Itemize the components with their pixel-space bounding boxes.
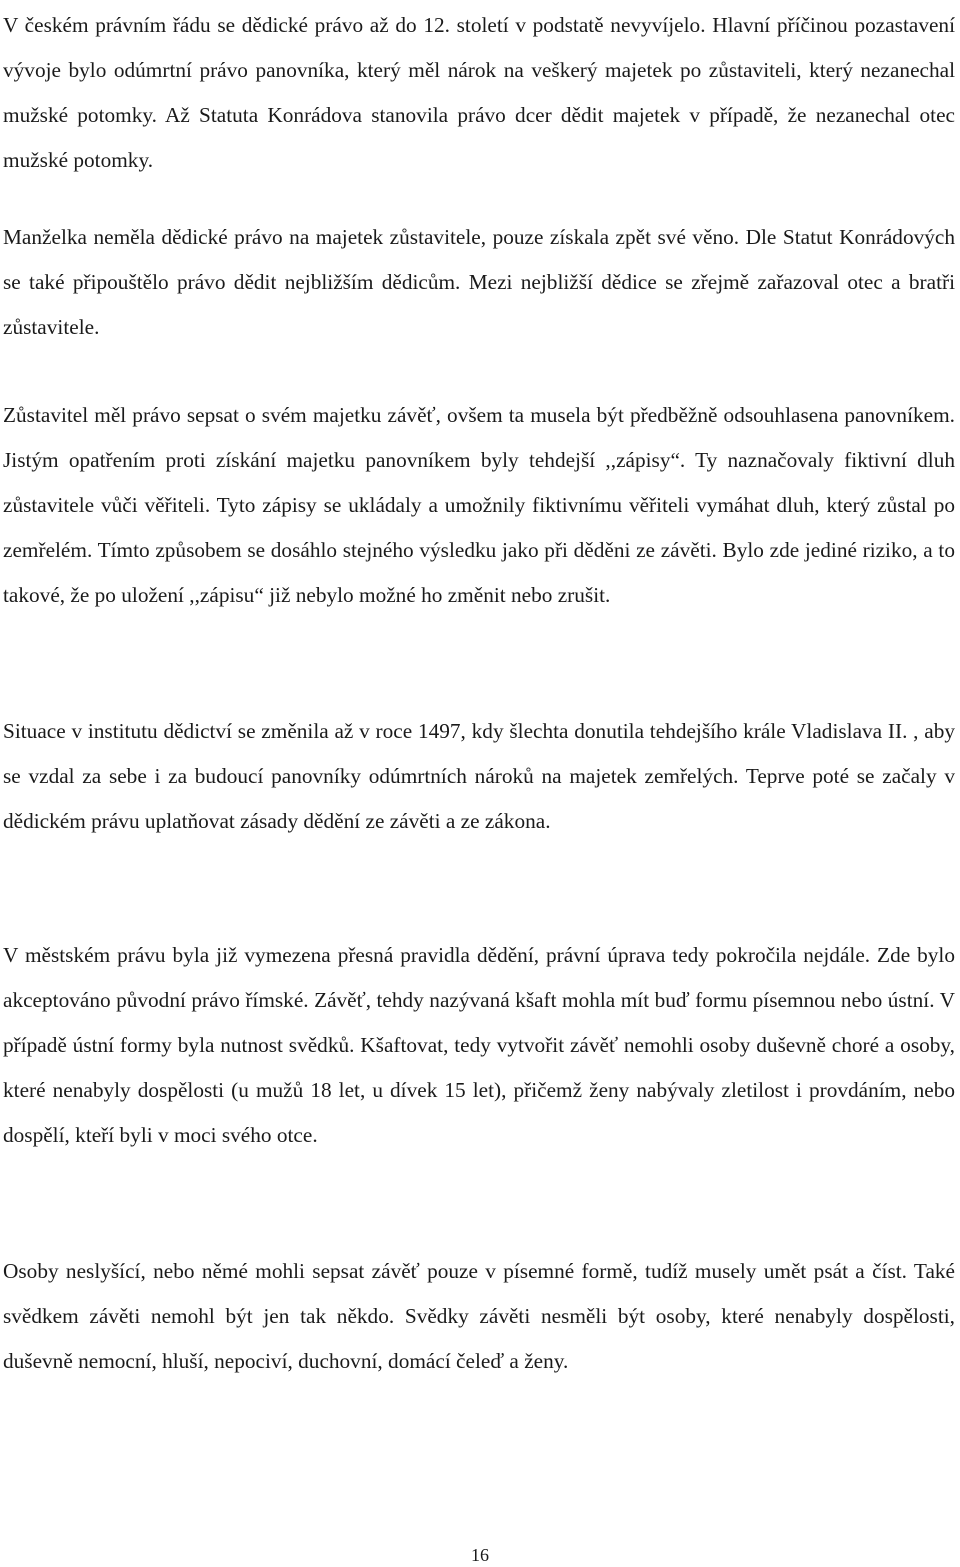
paragraph-inheritance-history: V českém právním řádu se dědické právo až do 12. století v podstatě nevyvíjelo. Hlavní příčinou pozastavení vývoje bylo odúmrtní právo panovníka, který měl nárok na veškerý majetek po zůstaviteli, který nezanechal mužské potomky. Až Statuta Konrádova stanovila právo dcer dědit majetek v případě, že nezanechal otec mužské potomky. [3, 13, 955, 173]
paragraph-1497-change: Situace v institutu dědictví se změnila až v roce 1497, kdy šlechta donutila tehdejšího krále Vladislava II. , aby se vzdal za sebe i za budoucí panovníky odúmrtních nároků na majetek zemřelých. Teprve poté se začaly v dědickém právu uplatňovat zásady dědění ze závěti a ze zákona. [3, 719, 955, 834]
paragraph-witnesses: Osoby neslyšící, nebo němé mohli sepsat závěť pouze v písemné formě, tudíž musely umět psát a číst. Také svědkem závěti nemohl být jen tak někdo. Svědky závěti nesměli být osoby, které nenabyly dospělosti, duševně nemocní, hluší, nepociví, duchovní, domácí čeleď a ženy. [3, 1259, 955, 1374]
paragraph-testament-records: Zůstavitel měl právo sepsat o svém majetku závěť, ovšem ta musela být předběžně odsouhlasena panovníkem. Jistým opatřením proti získání majetku panovníkem byly tehdejší ,,zápisy“. Ty naznačovaly fiktivní dluh zůstavitele vůči věřiteli. Tyto zápisy se ukládaly a umožnily fiktivnímu věřiteli vymáhat dluh, který zůstal po zemřelém. Tímto způsobem se dosáhlo stejného výsledku jako při děděni ze závěti. Bylo zde jediné riziko, a to takové, že po uložení ,,zápisu“ již nebylo možné ho změnit nebo zrušit. [3, 403, 955, 608]
page-number: 16 [471, 1545, 489, 1565]
paragraph-wife-rights: Manželka neměla dědické právo na majetek zůstavitele, pouze získala zpět své věno. Dle Statut Konrádových se také připouštělo právo dědit nejbližším dědicům. Mezi nejbližší dědice se zřejmě zařazoval otec a bratři zůstavitele. [3, 225, 955, 340]
paragraph-municipal-law: V městském právu byla již vymezena přesná pravidla dědění, právní úprava tedy pokročila nejdále. Zde bylo akceptováno původní právo římské. Závěť, tehdy nazývaná kšaft mohla mít buď formu písemnou nebo ústní. V případě ústní formy byla nutnost svědků. Kšaftovat, tedy vytvořit závěť nemohli osoby duševně choré a osoby, které nenabyly dospělosti (u mužů 18 let, u dívek 15 let), přičemž ženy nabývaly zletilost i provdáním, nebo dospělí, kteří byli v moci svého otce. [3, 943, 955, 1148]
